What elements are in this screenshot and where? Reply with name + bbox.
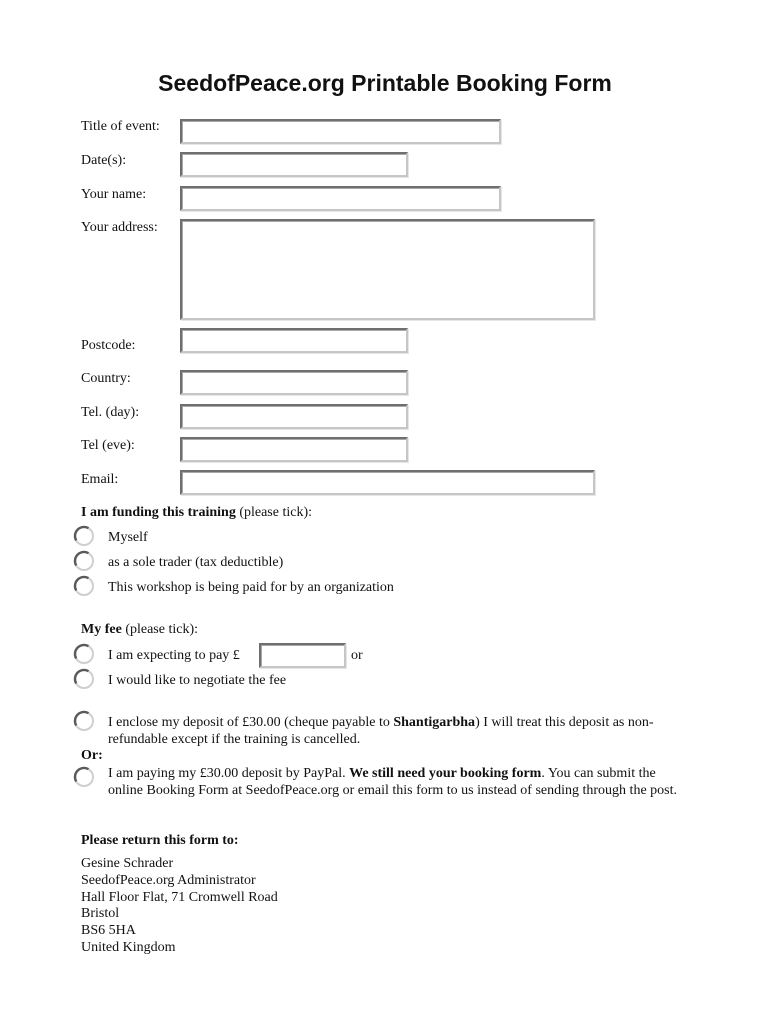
funding-organization-label: This workshop is being paid for by an organization xyxy=(108,580,394,595)
address-label: Your address: xyxy=(81,220,158,235)
dates-input[interactable] xyxy=(180,152,408,177)
address-line: United Kingdom xyxy=(81,939,176,955)
country-input[interactable] xyxy=(180,370,408,395)
address-line: BS6 5HA xyxy=(81,923,136,939)
tel-day-input[interactable] xyxy=(180,404,408,429)
funding-sole-trader-radio[interactable] xyxy=(72,549,96,573)
deposit-or-label: Or: xyxy=(81,748,103,763)
return-address xyxy=(81,856,278,957)
deposit-paypal-radio[interactable] xyxy=(72,765,96,789)
event-title-label: Title of event: xyxy=(81,119,160,134)
address-line: SeedofPeace.org Administrator xyxy=(81,872,256,888)
return-heading: Please return this form to: xyxy=(81,833,239,848)
address-line: Gesine Schrader xyxy=(81,856,174,871)
email-label: Email: xyxy=(81,472,119,487)
funding-heading: I am funding this training (please tick): xyxy=(81,505,313,520)
fee-heading: My fee (please tick): xyxy=(81,622,198,637)
fee-negotiate-label: I would like to negotiate the fee xyxy=(108,673,287,688)
name-label: Your name: xyxy=(81,187,147,202)
tel-eve-label: Tel (eve): xyxy=(81,438,135,453)
event-title-input[interactable] xyxy=(180,119,501,144)
page-title: SeedofPeace.org Printable Booking Form xyxy=(158,70,612,96)
deposit-cheque-text: I enclose my deposit of £30.00 (cheque payable to Shantigarbha) I will treat this deposit as non-refundable except if the training is cancelled. xyxy=(108,715,654,747)
address-line: Bristol xyxy=(81,906,120,922)
email-input[interactable] xyxy=(180,470,595,495)
dates-label: Date(s): xyxy=(81,153,127,168)
deposit-paypal-text: I am paying my £30.00 deposit by PayPal. We still need your booking form. You can submit the online Booking Form at SeedofPeace.org or email this form to us instead of sending through the post. xyxy=(108,766,677,798)
postcode-label: Postcode: xyxy=(81,338,136,353)
tel-day-label: Tel. (day): xyxy=(81,405,140,420)
fee-negotiate-radio[interactable] xyxy=(72,667,96,691)
country-label: Country: xyxy=(81,371,131,386)
funding-sole-trader-label: as a sole trader (tax deductible) xyxy=(108,555,284,570)
address-line: Hall Floor Flat, 71 Cromwell Road xyxy=(81,889,278,905)
name-input[interactable] xyxy=(180,186,501,211)
funding-myself-label: Myself xyxy=(108,530,148,545)
deposit-cheque-radio[interactable] xyxy=(72,709,96,733)
address-input[interactable] xyxy=(180,219,595,320)
postcode-input[interactable] xyxy=(180,328,408,353)
fee-pay-label: I am expecting to pay £ xyxy=(108,648,240,663)
funding-organization-radio[interactable] xyxy=(72,574,96,598)
tel-eve-input[interactable] xyxy=(180,437,408,462)
fee-pay-radio[interactable] xyxy=(72,642,96,666)
fee-amount-input[interactable] xyxy=(259,643,346,668)
funding-myself-radio[interactable] xyxy=(72,524,96,548)
fee-or-label: or xyxy=(351,648,363,663)
